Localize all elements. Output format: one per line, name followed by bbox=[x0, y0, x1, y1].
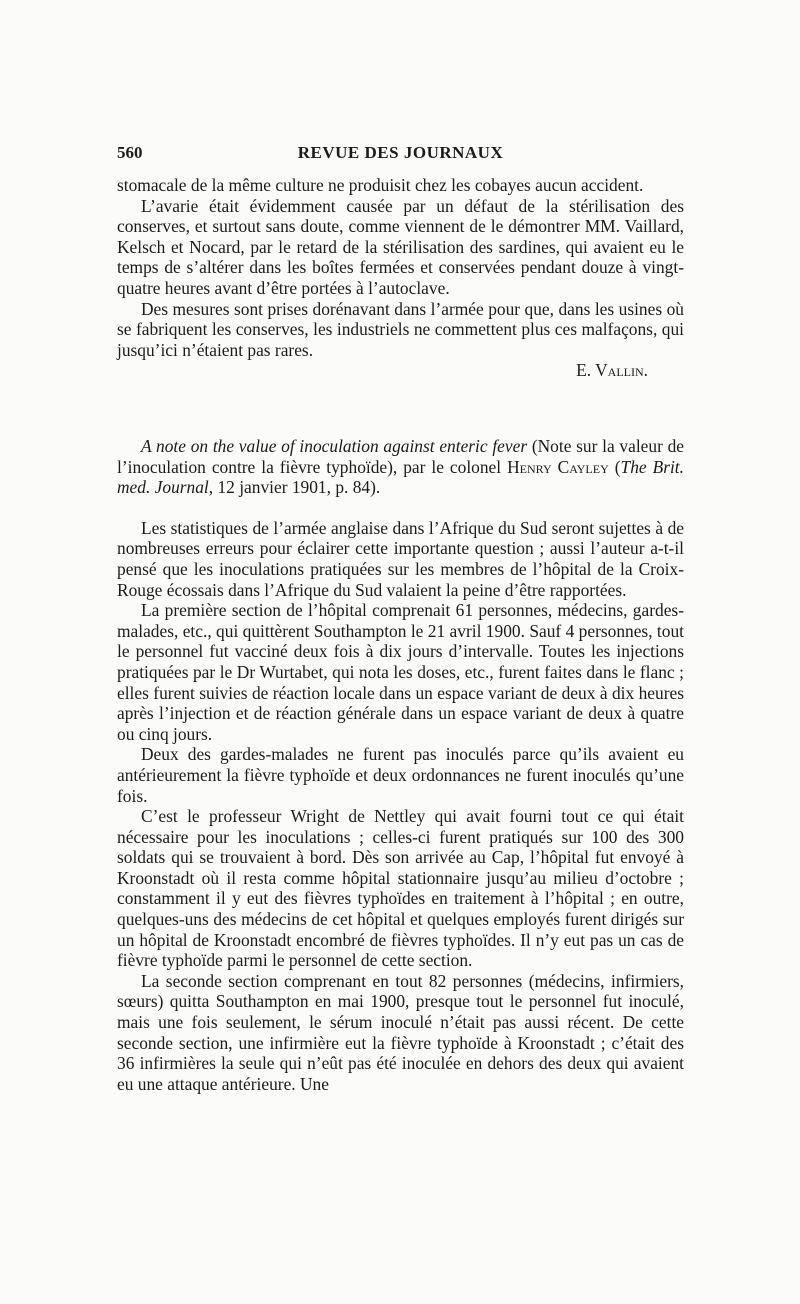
body-paragraph: Les statistiques de l’armée anglaise dans l’Afrique du Sud seront sujettes à de nombreuses erreurs pour éclairer cette importante question ; aussi l’auteur a-t-il pensé que les inoculations pratiquées sur les membres de l’hôpital de la Croix-Rouge écossais dans l’Afrique du Sud valaient la peine d’être rapportées. bbox=[117, 517, 684, 600]
article-title-english: A note on the value of inoculation against enteric fever bbox=[141, 436, 528, 456]
signature: E. Vallin. bbox=[576, 360, 648, 381]
signature-line bbox=[117, 360, 684, 381]
second-article bbox=[117, 436, 684, 1094]
body-paragraph: Deux des gardes-malades ne furent pas inoculés parce qu’ils avaient eu antérieurement la fièvre typhoïde et deux ordonnances ne furent inoculés qu’une fois. bbox=[117, 744, 684, 806]
body-paragraph: Des mesures sont prises dorénavant dans l’armée pour que, dans les usines où se fabriquent les conserves, les industriels ne commettent plus ces malfaçons, qui jusqu’ici n’étaient pas rares. bbox=[117, 298, 684, 360]
body-paragraph: La première section de l’hôpital comprenait 61 personnes, médecins, gardes-malades, etc., qui quittèrent Southampton le 21 avril 1900. Sauf 4 personnes, tout le personnel fut vacciné deux fois à dix jours d’intervalle. Toutes les injections pratiquées par le Dr Wurtabet, qui nota les doses, etc., furent faites dans le flanc ; elles furent suivies de réaction locale dans un espace variant de deux à dix heures après l’injection et de réaction générale dans un espace variant de deux à quatre ou cinq jours. bbox=[117, 600, 684, 744]
running-title: REVUE DES JOURNAUX bbox=[297, 143, 504, 162]
first-article bbox=[117, 175, 684, 381]
page-header bbox=[117, 143, 684, 167]
page-number: 560 bbox=[117, 143, 143, 162]
continuation-paragraph: stomacale de la même culture ne produisit chez les cobayes aucun accident. bbox=[117, 175, 644, 195]
body-paragraph: C’est le professeur Wright de Nettley qui avait fourni tout ce qui était nécessaire pour les inoculations ; celles-ci furent pratiqués sur 100 des 300 soldats qui se trouvaient à bord. Dès son arrivée au Cap, l’hôpital fut envoyé à Kroonstadt où il resta comme hôpital stationnaire jusqu’au milieu d’octobre ; constamment il y eut des fièvres typhoïdes en traitement à l’hôpital ; en outre, quelques-uns des médecins de cet hôpital et quelques employés furent dirigés sur un hôpital de Kroonstadt encombré de fièvres typhoïdes. Il n’y eut pas un cas de fièvre typhoïde parmi le personnel de cette section. bbox=[117, 806, 684, 971]
article-title-translation: (Note sur la valeur de l’inoculation contre la fièvre typhoïde), par le colonel bbox=[117, 436, 684, 477]
article-author: Henry Cayley bbox=[507, 456, 609, 477]
body-paragraph: L’avarie était évidemment causée par un défaut de la stérilisation des conserves, et surtout sans doute, comme viennent de le démontrer MM. Vaillard, Kelsch et Nocard, par le retard de la stérilisation des sardines, qui avaient eu le temps de s’altérer dans les boîtes fermées et conservées pendant douze à vingt-quatre heures avant d’être portées à l’autoclave. bbox=[117, 195, 684, 298]
closing-paragraph bbox=[117, 299, 684, 361]
article-title bbox=[117, 436, 684, 498]
body-paragraph: La seconde section comprenant en tout 82 personnes (médecins, infirmiers, sœurs) quitta Southampton en mai 1900, presque tout le personnel fut inoculé, mais une fois seulement, le sérum inoculé n’était pas aussi récent. De cette seconde section, une infirmière eut la fièvre typhoïde à Kroonstadt ; c’était des 36 infirmières la seule qui n’eût pas été inoculée en dehors des deux qui avaient eu une attaque antérieure. Une bbox=[117, 970, 684, 1094]
journal-name: The Brit. med. Journal, bbox=[117, 456, 684, 498]
source-details: 12 janvier 1901, p. 84). bbox=[213, 477, 381, 498]
source-open: ( bbox=[608, 456, 621, 477]
